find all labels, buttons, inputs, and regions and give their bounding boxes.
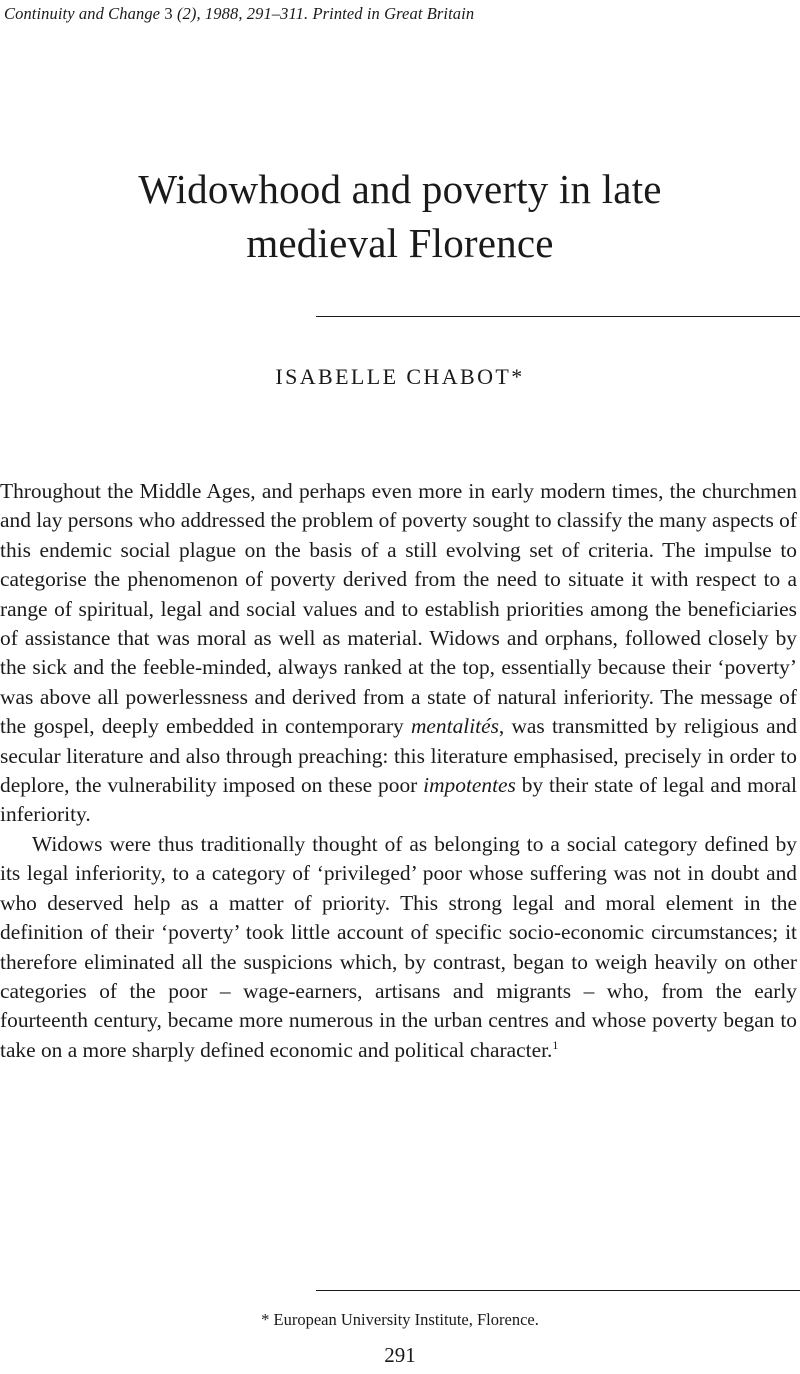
footnote-divider [316, 1290, 800, 1291]
title-divider [316, 316, 800, 317]
author-name: ISABELLE CHABOT* [275, 364, 525, 389]
paragraph-1-text-c: by their state of legal and moral inferiority. [0, 773, 797, 827]
footnote-reference-1[interactable]: 1 [552, 1037, 559, 1052]
paragraph-1-term-mentalites: mentalités [410, 714, 499, 739]
paragraph-1-text-a: Throughout the Middle Ages, and perhaps even more in early modern times, the churchmen and lay persons who addressed the problem of poverty sought to classify the many aspects of this endemic social plague on the basis of a still evolving set of criteria. The impulse to categorise the phenomenon of poverty derived from the need to situate it with respect to a range of spiritual, legal and social values and to establish priorities among the beneficiaries of assistance that was moral as well as material. Widows and orphans, followed closely by the sick and the feeble-minded, always ranked at the top, essentially because their ‘poverty’ was above all powerlessness and derived from a state of natural inferiority. The message of the gospel, deeply embedded in contemporary [0, 479, 797, 739]
title-line-1: Widowhood and poverty in late [138, 166, 662, 212]
article-body [0, 477, 797, 1065]
journal-volume: 3 [164, 4, 173, 23]
paragraph-1-term-impotentes: impotentes [423, 773, 516, 798]
author-affiliation-footnote: * European University Institute, Florence. [261, 1310, 539, 1329]
paragraph-1-text-b: , was transmitted by religious and secular literature and also through preaching: this literature emphasised, precisely in order to deplore, the vulnerability imposed on these poor [0, 714, 797, 798]
paragraph-2 [0, 830, 797, 1065]
paragraph-1 [0, 477, 797, 830]
journal-name: Continuity and Change [4, 4, 161, 23]
title-line-2: medieval Florence [246, 220, 554, 266]
article-title [0, 162, 800, 270]
paragraph-2-text: Widows were thus traditionally thought of as belonging to a social category defined by its legal inferiority, to a category of ‘privileged’ poor whose suffering was not in doubt and who deserved help as a matter of priority. This strong legal and moral element in the definition of their ‘poverty’ took little account of specific socio-economic circumstances; it therefore eliminated all the suspicions which, by contrast, began to weigh heavily on other categories of the poor – wage-earners, artisans and migrants – who, from the early fourteenth century, became more numerous in the urban centres and whose poverty began to take on a more sharply defined economic and political character. [0, 831, 797, 1062]
page-number: 291 [384, 1343, 416, 1367]
running-head [4, 4, 474, 24]
journal-issue-pages: (2), 1988, 291–311. Printed in Great Britain [176, 4, 475, 23]
